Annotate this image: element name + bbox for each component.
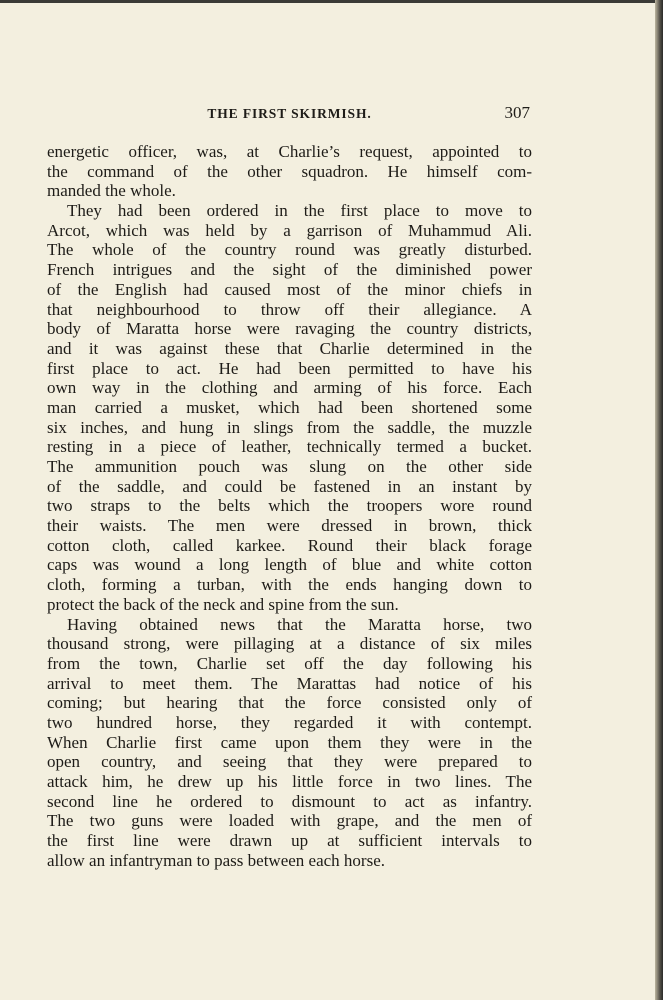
text-line: the first line were drawn up at sufficient intervals to <box>47 831 532 851</box>
text-line: protect the back of the neck and spine from the sun. <box>47 594 399 614</box>
text-line: Having obtained news that the Maratta horse, two <box>67 614 532 634</box>
text-line: arrival to meet them. The Marattas had notice of his <box>47 673 532 693</box>
text-line: coming; but hearing that the force consisted only of <box>47 693 532 713</box>
text-line: of the saddle, and could be fastened in an instant by <box>47 476 532 496</box>
text-line: of the English had caused most of the minor chiefs in <box>47 279 532 299</box>
page-header <box>47 103 532 127</box>
body-text <box>47 142 532 870</box>
text-line: that neighbourhood to throw off their allegiance. A <box>47 299 532 319</box>
text-line: attack him, he drew up his little force in two lines. The <box>47 772 532 791</box>
text-line: second line he ordered to dismount to act as infantry. <box>47 791 532 811</box>
text-line: resting in a piece of leather, technically termed a bucket. <box>47 437 532 457</box>
text-line: energetic officer, was, at Charlie’s request, appointed to <box>47 142 532 161</box>
text-line: from the town, Charlie set off the day following his <box>47 653 532 673</box>
text-line: thousand strong, were pillaging at a distance of six miles <box>47 634 532 654</box>
text-line: and it was against these that Charlie determined in the <box>47 338 532 358</box>
text-line: French intrigues and the sight of the diminished power <box>47 260 532 280</box>
text-line: open country, and seeing that they were prepared to <box>47 752 532 772</box>
text-line: cotton cloth, called karkee. Round their black forage <box>47 535 532 555</box>
text-line: their waists. The men were dressed in brown, thick <box>47 516 532 536</box>
page-right-edge <box>655 0 663 1000</box>
text-line: cloth, forming a turban, with the ends hanging down to <box>47 575 532 595</box>
text-line: The whole of the country round was greatly disturbed. <box>47 240 532 260</box>
text-line: own way in the clothing and arming of his force. Each <box>47 378 532 398</box>
page-number: 307 <box>504 103 530 122</box>
text-line: They had been ordered in the first place to move to <box>67 201 532 221</box>
text-line: manded the whole. <box>47 181 176 201</box>
text-line: six inches, and hung in slings from the saddle, the muzzle <box>47 417 532 437</box>
text-line: two hundred horse, they regarded it with contempt. <box>47 712 532 732</box>
text-line: When Charlie first came upon them they were in the <box>47 732 532 752</box>
text-line: caps was wound a long length of blue and white cotton <box>47 555 532 575</box>
text-line: two straps to the belts which the troopers wore round <box>47 496 532 516</box>
page-top-edge <box>0 0 655 3</box>
text-line: The two guns were loaded with grape, and the men of <box>47 811 532 831</box>
text-line: the command of the other squadron. He himself com- <box>47 161 532 181</box>
text-line: first place to act. He had been permitted to have his <box>47 358 532 378</box>
text-line: body of Maratta horse were ravaging the country districts, <box>47 319 532 339</box>
text-line: Arcot, which was held by a garrison of Muhammud Ali. <box>47 220 532 240</box>
text-line: The ammunition pouch was slung on the other side <box>47 457 532 476</box>
running-head: THE FIRST SKIRMISH. <box>207 106 372 121</box>
text-line: allow an infantryman to pass between each horse. <box>47 850 385 870</box>
text-line: man carried a musket, which had been shortened some <box>47 397 532 417</box>
